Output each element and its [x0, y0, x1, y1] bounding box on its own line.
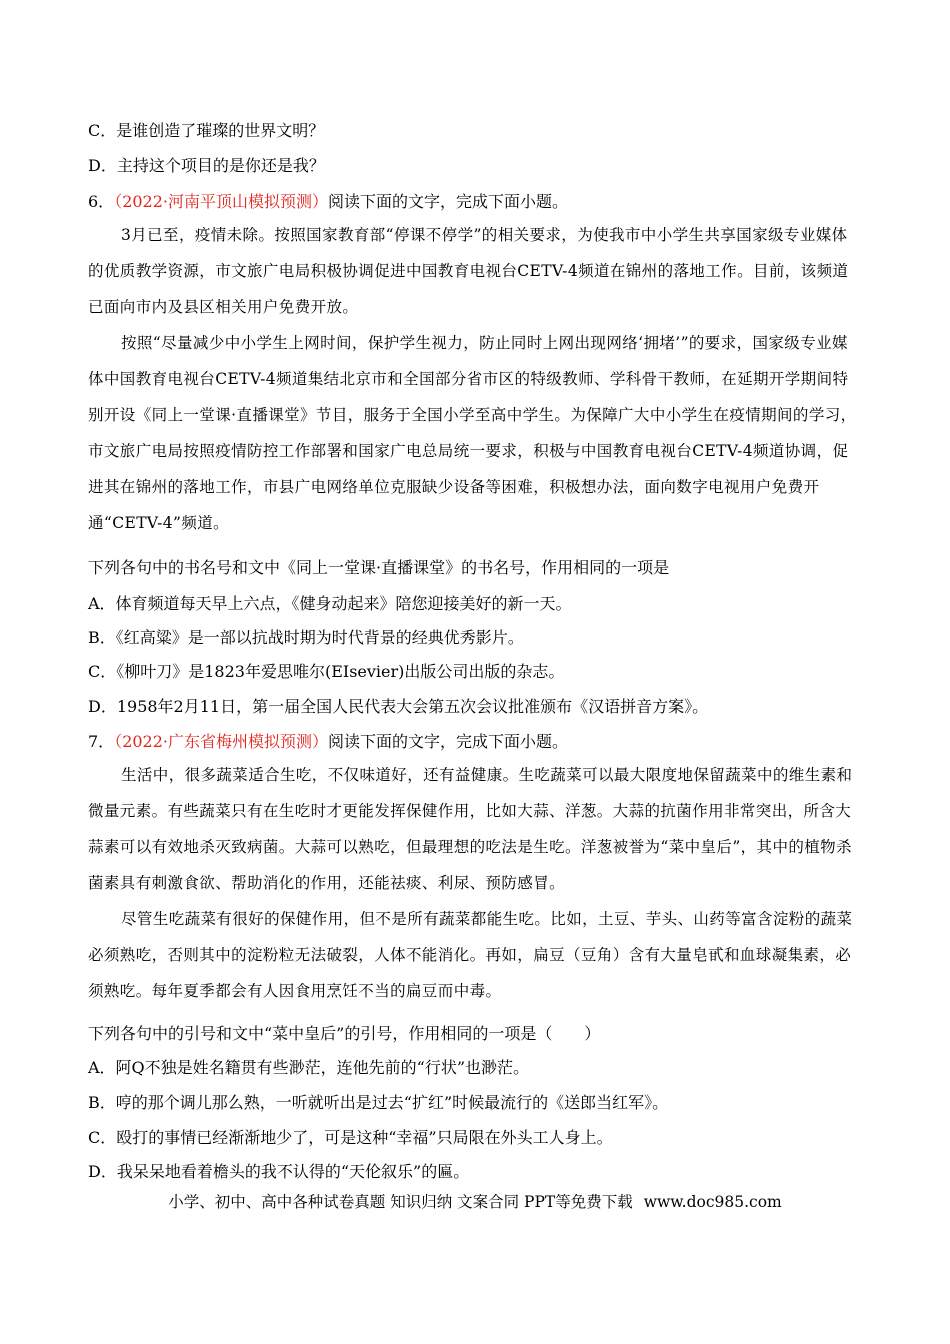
q7-option-b: B．哼的那个调儿那么熟，一听就听出是过去“扩红”时候最流行的《送郎当红军》。 [88, 1093, 669, 1112]
q5-option-d: D．主持这个项目的是你还是我？ [88, 156, 325, 175]
q7-option-a: A．阿Q不独是姓名籍贯有些渺茫，连他先前的“行状”也渺茫。 [88, 1058, 530, 1077]
q6-intro: 阅读下面的文字，完成下面小题。 [328, 192, 569, 211]
q6-heading [88, 189, 568, 212]
q7-option-c: C．殴打的事情已经渐渐地少了，可是这种“幸福”只局限在外头工人身上。 [88, 1128, 613, 1147]
q7-number: 7． [88, 732, 115, 751]
q5-option-c: C．是谁创造了璀璨的世界文明？ [88, 121, 325, 140]
q6-number: 6． [88, 192, 115, 211]
q6-source: （2022·河南平顶山模拟预测） [114, 192, 328, 211]
q7-paragraph-1: 生活中，很多蔬菜适合生吃，不仅味道好，还有益健康。生吃蔬菜可以最大限度地保留蔬菜中的维生素和微量元素。有些蔬菜只有在生吃时才更能发挥保健作用，比如大蒜、洋葱。大蒜的抗菌作用非常突出，所含大蒜素可以有效地杀灭致病菌。大蒜可以熟吃，但最理想的吃法是生吃。洋葱被誉为“菜中皇后”，其中的植物杀菌素具有刺激食欲、帮助消化的作用，还能祛痰、利尿、预防感冒。 [88, 766, 853, 892]
q6-paragraph-2: 按照“尽量减少中小学生上网时间，保护学生视力，防止同时上网出现网络‘拥堵’”的要求，国家级专业媒体中国教育电视台CETV-4频道集结北京市和全国部分省市区的特级教师、学科骨干教师，在延期开学期间特别开设《同上一堂课·直播课堂》节目，服务于全国小学至高中学生。为保障广大中小学生在疫情期间的学习，市文旅广电局按照疫情防控工作部署和国家广电总局统一要求，积极与中国教育电视台CETV-4频道协调，促进其在锦州的落地工作，市县广电网络单位克服缺少设备等困难，积极想办法，面向数字电视用户免费开通“CETV-4”频道。 [88, 334, 857, 532]
q7-option-d: D．我呆呆地看着檐头的我不认得的“天伦叙乐”的匾。 [88, 1162, 470, 1181]
q6-option-d: D．1958年2月11日，第一届全国人民代表大会第五次会议批准颁布《汉语拼音方案》。 [88, 697, 709, 716]
q6-option-a: A．体育频道每天早上六点，《健身动起来》陪您迎接美好的新一天。 [88, 594, 572, 613]
q7-intro: 阅读下面的文字，完成下面小题。 [328, 732, 569, 751]
footer-url[interactable]: www.doc985.com [643, 1193, 782, 1211]
q7-stem: 下列各句中的引号和文中“菜中皇后”的引号，作用相同的一项是（ ） [88, 1024, 601, 1043]
q7-source: （2022·广东省梅州模拟预测） [114, 732, 328, 751]
q6-option-b: B．《红高粱》是一部以抗战时期为时代背景的经典优秀影片。 [88, 628, 524, 647]
q7-passage [88, 757, 858, 1009]
q6-paragraph-1: 3月已至，疫情未除。按照国家教育部“停课不停学”的相关要求，为使我市中小学生共享国家级专业媒体的优质教学资源，市文旅广电局积极协调促进中国教育电视台CETV-4频道在锦州的落地工作。目前，该频道已面向市内及县区相关用户免费开放。 [88, 226, 849, 316]
footer-text: 小学、初中、高中各种试卷真题 知识归纳 文案合同 PPT等免费下载 [168, 1193, 633, 1211]
q7-paragraph-2: 尽管生吃蔬菜有很好的保健作用，但不是所有蔬菜都能生吃。比如，土豆、芋头、山药等富含淀粉的蔬菜必须熟吃，否则其中的淀粉粒无法破裂，人体不能消化。再如，扁豆（豆角）含有大量皂甙和血球凝集素，必须熟吃。每年夏季都会有人因食用烹饪不当的扁豆而中毒。 [88, 910, 853, 1000]
q6-option-c: C．《柳叶刀》是1823年爱思唯尔(EIsevier)出版公司出版的杂志。 [88, 662, 565, 681]
q6-passage [88, 217, 858, 541]
q6-stem: 下列各句中的书名号和文中《同上一堂课·直播课堂》的书名号，作用相同的一项是 [88, 558, 670, 577]
q7-heading [88, 729, 568, 752]
page-footer [0, 1190, 950, 1212]
